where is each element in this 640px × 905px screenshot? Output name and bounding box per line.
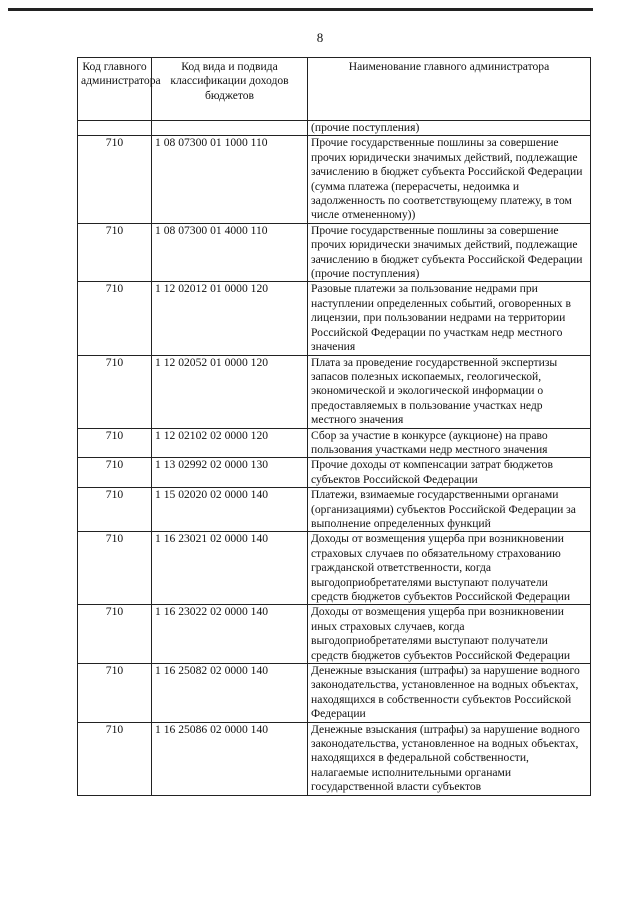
- admin-name-cell: Разовые платежи за пользование недрами при наступлении определенных событий, оговоренных в лицензии, при пользовании недрами на территории Российской Федерации по участкам недр местного значения: [308, 282, 591, 355]
- admin-code-cell: [78, 121, 152, 136]
- admin-name-cell: (прочие поступления): [308, 121, 591, 136]
- header-classification-code: Код вида и подвида классификации доходов бюджетов: [152, 58, 308, 121]
- admin-code-cell: 710: [78, 428, 152, 458]
- admin-code-cell: 710: [78, 664, 152, 723]
- admin-code-cell: 710: [78, 488, 152, 532]
- admin-code-cell: 710: [78, 223, 152, 282]
- table-row: [78, 605, 591, 664]
- table-row: [78, 488, 591, 532]
- admin-name-cell: Прочие доходы от компенсации затрат бюджетов субъектов Российской Федерации: [308, 458, 591, 488]
- admin-name-cell: Платежи, взимаемые государственными органами (организациями) субъектов Российской Федерации за выполнение определенных функций: [308, 488, 591, 532]
- table-header-row: [78, 58, 591, 121]
- admin-name-cell: Плата за проведение государственной экспертизы запасов полезных ископаемых, геологической, экономической и экологической информации о предоставляемых в пользование участках недр местного значения: [308, 355, 591, 428]
- table-row: [78, 136, 591, 223]
- table-row: [78, 532, 591, 605]
- classification-code-cell: 1 16 25086 02 0000 140: [152, 722, 308, 795]
- admin-code-cell: 710: [78, 136, 152, 223]
- admin-code-cell: 710: [78, 355, 152, 428]
- classification-code-cell: 1 16 25082 02 0000 140: [152, 664, 308, 723]
- classification-code-cell: 1 16 23022 02 0000 140: [152, 605, 308, 664]
- revenue-table: [77, 57, 591, 796]
- table-row: [78, 121, 591, 136]
- table-row: [78, 664, 591, 723]
- admin-name-cell: Доходы от возмещения ущерба при возникновении иных страховых случаев, когда выгодоприобретателями выступают получатели средств бюджетов субъектов Российской Федерации: [308, 605, 591, 664]
- admin-code-cell: 710: [78, 532, 152, 605]
- admin-code-cell: 710: [78, 605, 152, 664]
- classification-code-cell: 1 15 02020 02 0000 140: [152, 488, 308, 532]
- classification-code-cell: 1 12 02052 01 0000 120: [152, 355, 308, 428]
- page-number: 8: [316, 30, 324, 45]
- classification-code-cell: 1 12 02102 02 0000 120: [152, 428, 308, 458]
- admin-code-cell: 710: [78, 282, 152, 355]
- classification-code-cell: 1 08 07300 01 1000 110: [152, 136, 308, 223]
- admin-name-cell: Прочие государственные пошлины за совершение прочих юридически значимых действий, подлежащие зачислению в бюджет субъекта Российской Федерации (сумма платежа (перерасчеты, недоимка и задолженность по соответствующему платежу, в том числе отмененному)): [308, 136, 591, 223]
- table-row: [78, 223, 591, 282]
- admin-code-cell: 710: [78, 458, 152, 488]
- table-row: [78, 355, 591, 428]
- admin-name-cell: Денежные взыскания (штрафы) за нарушение водного законодательства, установленное на водных объектах, находящихся в собственности субъектов Российской Федерации: [308, 664, 591, 723]
- table-row: [78, 428, 591, 458]
- classification-code-cell: 1 13 02992 02 0000 130: [152, 458, 308, 488]
- header-admin-name: Наименование главного администратора: [308, 58, 591, 121]
- admin-name-cell: Денежные взыскания (штрафы) за нарушение водного законодательства, установленное на водных объектах, находящихся в федеральной собственности, налагаемые исполнительными органами государственной власти субъектов: [308, 722, 591, 795]
- table-row: [78, 722, 591, 795]
- table-row: [78, 458, 591, 488]
- classification-code-cell: [152, 121, 308, 136]
- classification-code-cell: 1 16 23021 02 0000 140: [152, 532, 308, 605]
- table-row: [78, 282, 591, 355]
- classification-code-cell: 1 08 07300 01 4000 110: [152, 223, 308, 282]
- classification-code-cell: 1 12 02012 01 0000 120: [152, 282, 308, 355]
- admin-name-cell: Доходы от возмещения ущерба при возникновении страховых случаев по обязательному страхованию гражданской ответственности, когда выгодоприобретателями выступают получатели средств бюджетов субъектов Российской Федерации: [308, 532, 591, 605]
- admin-name-cell: Прочие государственные пошлины за совершение прочих юридически значимых действий, подлежащие зачислению в бюджет субъекта Российской Федерации (прочие поступления): [308, 223, 591, 282]
- admin-code-cell: 710: [78, 722, 152, 795]
- top-rule: [8, 8, 593, 11]
- admin-name-cell: Сбор за участие в конкурсе (аукционе) на право пользования участками недр местного значения: [308, 428, 591, 458]
- header-admin-code: Код главного администратора: [78, 58, 152, 121]
